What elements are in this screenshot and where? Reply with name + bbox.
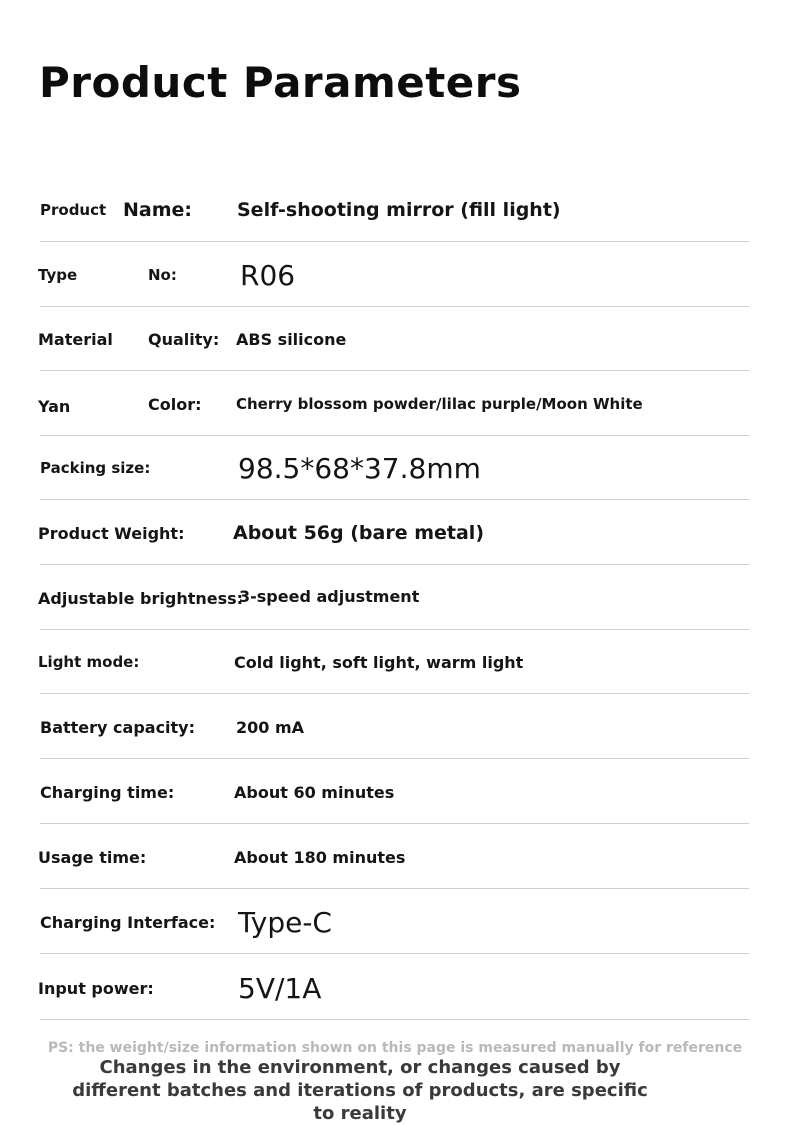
table-row (0, 890, 790, 954)
row-value: Self-shooting mirror (fill light) (237, 199, 561, 221)
row-divider (40, 758, 749, 759)
row-label: Product Weight: (38, 523, 185, 543)
table-row (0, 178, 790, 242)
row-label: Input power: (38, 978, 154, 998)
row-value: Type-C (238, 905, 332, 939)
row-value: ABS silicone (236, 329, 347, 349)
table-row (0, 436, 790, 500)
row-value: About 60 minutes (234, 782, 395, 802)
row-label-suffix: No: (148, 266, 177, 284)
table-row (0, 825, 790, 889)
page-title: Product Parameters (39, 58, 522, 107)
row-divider (40, 693, 749, 694)
row-label: Product (40, 201, 107, 219)
table-row (0, 566, 790, 630)
table-row (0, 760, 790, 824)
row-label: Yan (38, 396, 71, 416)
row-divider (40, 499, 749, 500)
row-value: Cold light, soft light, warm light (234, 652, 524, 672)
row-label-suffix: Color: (148, 394, 202, 414)
row-divider (40, 370, 749, 371)
footer-disclaimer: Changes in the environment, or changes caused by different batches and iterations of products, are specific to reality (72, 1057, 648, 1124)
row-label: Usage time: (38, 847, 147, 867)
row-label: Battery capacity: (40, 717, 196, 737)
row-value: 98.5*68*37.8mm (238, 451, 481, 485)
row-divider (40, 888, 749, 889)
row-value: R06 (240, 258, 296, 292)
row-label: Charging Interface: (40, 912, 216, 932)
table-row (0, 695, 790, 759)
footer-ps-note: PS: the weight/size information shown on this page is measured manually for reference (47, 1040, 743, 1056)
table-row (0, 243, 790, 307)
row-value: About 56g (bare metal) (233, 522, 484, 544)
row-value: 200 mA (236, 717, 305, 737)
table-row (0, 307, 790, 371)
table-row (0, 956, 790, 1020)
row-label: Packing size: (40, 459, 151, 477)
row-divider (40, 1019, 749, 1020)
row-value: 3-speed adjustment (239, 586, 420, 606)
row-label-suffix: Quality: (148, 329, 220, 349)
row-value: Cherry blossom powder/lilac purple/Moon White (236, 395, 643, 413)
row-label-suffix: Name: (123, 199, 193, 221)
table-row (0, 501, 790, 565)
row-value: About 180 minutes (234, 847, 406, 867)
row-label: Charging time: (40, 782, 175, 802)
row-divider (40, 953, 749, 954)
row-value: 5V/1A (238, 971, 322, 1005)
row-label: Type (38, 266, 78, 284)
table-row (0, 630, 790, 694)
row-label: Light mode: (38, 653, 140, 671)
row-divider (40, 823, 749, 824)
row-label: Material (38, 329, 113, 349)
row-divider (40, 241, 749, 242)
table-row (0, 372, 790, 436)
row-label: Adjustable brightness: (38, 588, 244, 608)
